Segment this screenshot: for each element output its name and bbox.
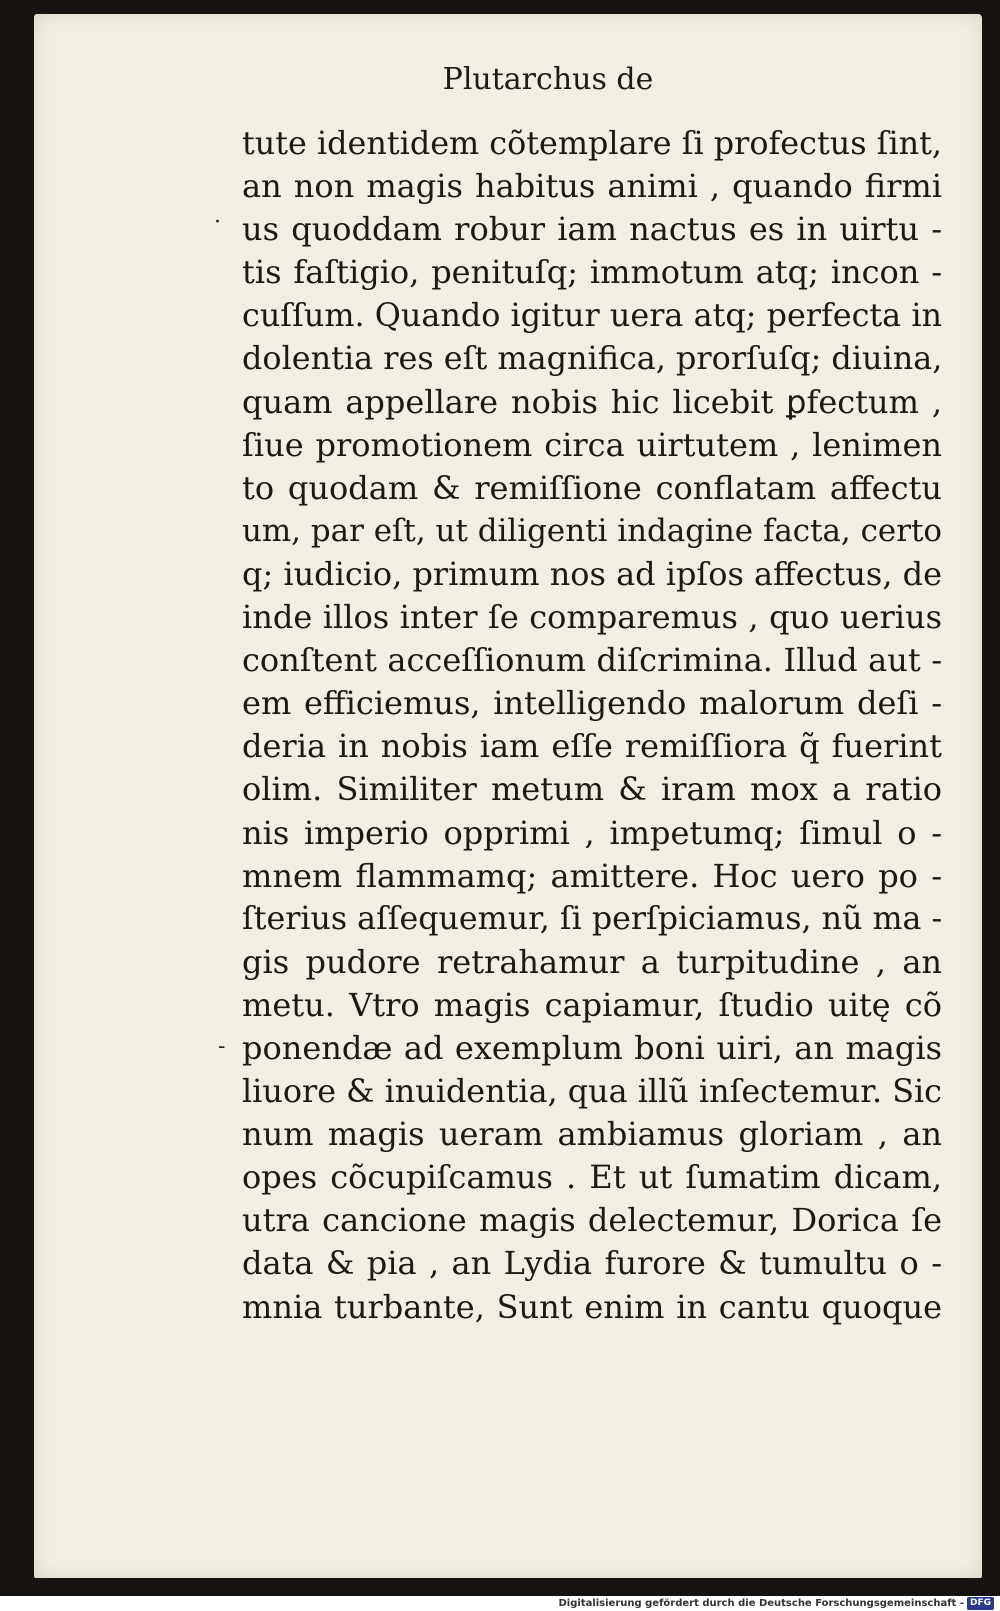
text-line: dolentia res eſt magnifica, prorſuſq; diuina, (242, 339, 943, 378)
text-line: cuſſum. Quando igitur uera atq; perfecta in (242, 296, 942, 335)
text-line: opes cõcupiſcamus . Et ut ſumatim dicam, (242, 1158, 942, 1197)
text-line: deria in nobis iam eſſe remiſſiora q̃ fuerint (242, 727, 942, 766)
text-line: utra cancione magis delectemur, Dorica ſe (242, 1201, 942, 1240)
text-line: em efficiemus, intelligendo malorum deſi - (242, 684, 942, 723)
text-line: mnia turbante, Sunt enim in cantu quoque (242, 1287, 942, 1326)
text-line: liuore & inuidentia, qua illũ inſectemur. Sic (242, 1072, 942, 1111)
text-line: conſtent acceſſionum diſcrimina. Illud aut - (242, 641, 942, 680)
text-line: tis faſtigio, penituſq; immotum atq; incon - (242, 253, 942, 292)
body-text (242, 122, 942, 1329)
text-line: olim. Similiter metum & iram mox a ratio (242, 770, 942, 809)
running-head: Plutarchus de (442, 62, 654, 97)
margin-dash-mark: - (218, 1034, 226, 1059)
book-page (34, 14, 982, 1578)
margin-dot-mark: · (214, 210, 221, 235)
text-line: tute identidem cõtemplare ſi profectus ſint, (242, 124, 942, 162)
text-line: to quodam & remiſſione conflatam affectu (242, 468, 942, 507)
text-line: metu. Vtro magis capiamur, ſtudio uitę cõ (242, 985, 942, 1024)
digitization-credit (558, 1595, 994, 1611)
credit-text: Digitalisierung gefördert durch die Deutsche Forschungsgemeinschaft - (558, 1597, 964, 1609)
text-line: quam appellare nobis hic licebit ꝑfectum , (242, 382, 942, 421)
text-line: ponendæ ad exemplum boni uiri, an magis (242, 1028, 942, 1067)
text-line: us quoddam robur iam nactus es in uirtu - (242, 210, 942, 249)
text-line: num magis ueram ambiamus gloriam , an (242, 1115, 942, 1154)
text-line: um, par eſt, ut diligenti indagine facta, certo (242, 512, 942, 549)
text-line: gis pudore retrahamur a turpitudine , an (242, 942, 942, 981)
text-line: ſterius aſſequemur, ſi perſpiciamus, nũ ma - (242, 900, 943, 937)
text-line: q; iudicio, primum nos ad ipſos affectus, de (242, 554, 942, 593)
text-line: nis imperio opprimi , impetumq; ſimul o - (242, 813, 942, 852)
text-line: an non magis habitus animi , quando firmi (242, 167, 942, 206)
text-line: ſiue promotionem circa uirtutem , lenimen (242, 425, 942, 464)
dfg-logo: DFG (967, 1597, 994, 1610)
text-line: inde illos inter ſe comparemus , quo uerius (242, 598, 942, 637)
text-line: mnem flammamq; amittere. Hoc uero po - (242, 856, 942, 895)
text-line: data & pia , an Lydia furore & tumultu o - (242, 1244, 942, 1283)
